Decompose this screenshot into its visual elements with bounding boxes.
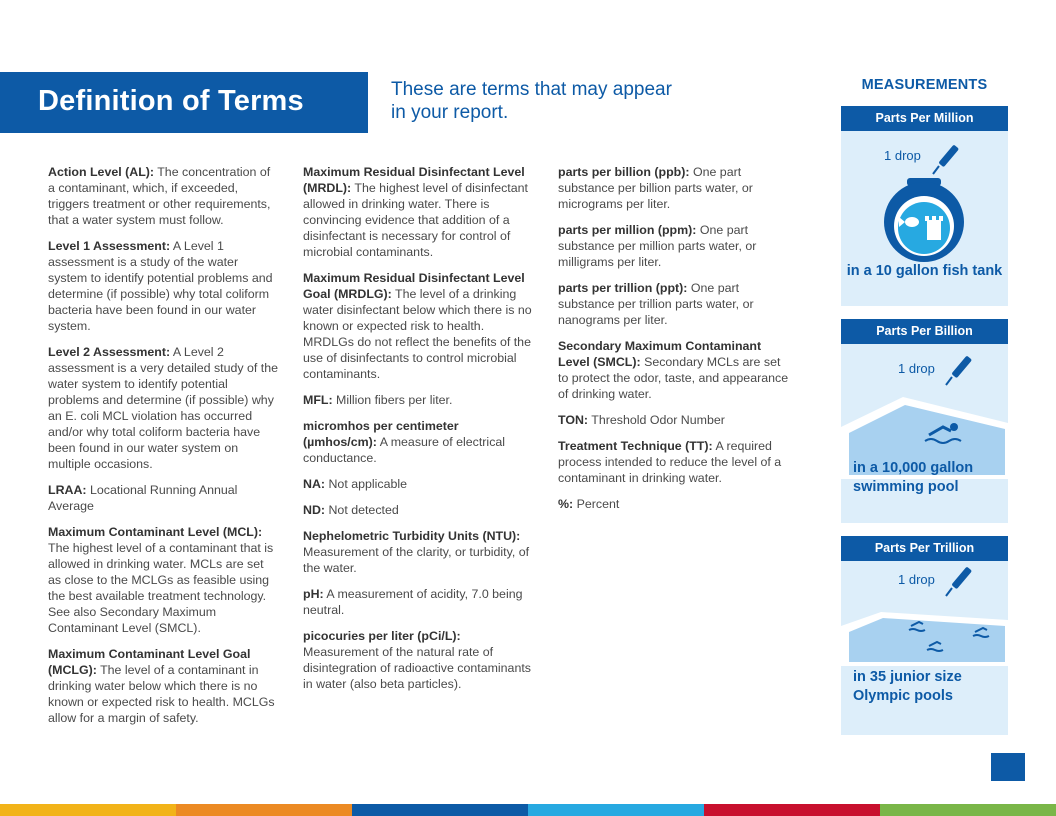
term-title: NA:	[303, 477, 326, 491]
terms-column-1	[48, 164, 280, 736]
term-title: parts per million (ppm):	[558, 223, 697, 237]
term-title: Treatment Technique (TT):	[558, 439, 713, 453]
drop-label: 1 drop	[898, 361, 935, 376]
term-definition: The level of a drinking water disinfectant below which there is no known or expected risk to health. MRDLGs do not reflect the benefits of the use of disinfectants to control microbial contaminants.	[303, 287, 532, 381]
measurements-title: MEASUREMENTS	[861, 77, 988, 93]
term-title: pH:	[303, 587, 324, 601]
panel-caption: in a 10,000 gallon swimming pool	[853, 460, 974, 495]
term-title: Level 2 Assessment:	[48, 345, 171, 359]
term-definition: A Level 2 assessment is a very detailed study of the water system to identify potential problems and determine (if possible) why an E. coli MCL violation has occurred and/or why total coliform bacteria have been found in our water system on multiple occasions.	[48, 345, 279, 471]
term-entry	[303, 418, 535, 466]
term-entry	[48, 524, 280, 636]
term-title: ND:	[303, 503, 326, 517]
term-entry	[48, 344, 280, 472]
term-definition: A required process intended to reduce the level of a contaminant in drinking water.	[558, 439, 782, 485]
term-definition: Threshold Odor Number	[591, 413, 725, 427]
panel-parts-per-trillion	[841, 536, 1008, 735]
term-definition: A measurement of acidity, 7.0 being neutral.	[303, 587, 523, 617]
term-definition: Secondary MCLs are set to protect the odor, taste, and appearance of drinking water.	[558, 355, 789, 401]
term-entry	[48, 238, 280, 334]
dropper-icon	[938, 349, 978, 389]
term-entry	[303, 628, 535, 692]
term-definition: The highest level of a contaminant that is allowed in drinking water. MCLs are set as close to the MCLGs as feasible using the best available treatment technology. See also Secondary Maximum Contaminant Level (SMCL).	[48, 541, 274, 635]
term-entry	[558, 280, 794, 328]
dropper-icon	[938, 560, 978, 600]
term-title: parts per trillion (ppt):	[558, 281, 688, 295]
term-entry	[558, 496, 794, 512]
fishbowl-icon	[879, 176, 969, 262]
term-title: LRAA:	[48, 483, 87, 497]
drop-label: 1 drop	[884, 148, 921, 163]
term-entry	[558, 338, 794, 402]
term-definition: Measurement of the natural rate of disintegration of radioactive contaminants in water (also beta particles).	[303, 645, 531, 691]
panel-caption: in a 10 gallon fish tank	[846, 263, 1003, 279]
term-definition: A Level 1 assessment is a study of the water system to identify potential problems and determine (if possible) why total coliform bacteria have been found in our water system.	[48, 239, 273, 333]
term-entry	[558, 412, 794, 428]
term-entry	[48, 482, 280, 514]
corner-square	[991, 753, 1025, 781]
page-title: Definition of Terms	[38, 85, 304, 117]
term-definition: Locational Running Annual Average	[48, 483, 238, 513]
term-title: Secondary Maximum Contaminant Level (SMCL):	[558, 339, 762, 369]
term-title: Maximum Residual Disinfectant Level (MRDL):	[303, 165, 525, 195]
term-entry	[303, 586, 535, 618]
term-entry	[303, 528, 535, 576]
color-stripe-segment	[176, 804, 352, 816]
term-entry	[558, 222, 794, 270]
term-definition: Million fibers per liter.	[336, 393, 453, 407]
terms-column-2	[303, 164, 535, 702]
term-entry	[303, 502, 535, 518]
term-definition: One part substance per billion parts water, or micrograms per liter.	[558, 165, 753, 211]
term-definition: Not applicable	[328, 477, 408, 491]
dropper-icon	[925, 138, 965, 178]
color-stripe-segment	[0, 804, 176, 816]
term-entry	[303, 164, 535, 260]
term-entry	[558, 438, 794, 486]
term-title: Maximum Residual Disinfectant Level Goal (MRDLG):	[303, 271, 525, 301]
panel-parts-per-million	[841, 106, 1008, 306]
color-stripe-segment	[880, 804, 1056, 816]
term-entry	[303, 476, 535, 492]
term-title: Level 1 Assessment:	[48, 239, 171, 253]
term-title: %:	[558, 497, 574, 511]
term-definition: Not detected	[328, 503, 399, 517]
panel-heading: Parts Per Million	[841, 106, 1008, 131]
page-subtitle: These are terms that may appear in your report.	[391, 79, 672, 123]
term-title: Action Level (AL):	[48, 165, 155, 179]
term-definition: One part substance per trillion parts water, or nanograms per liter.	[558, 281, 754, 327]
term-entry	[558, 164, 794, 212]
panel-heading: Parts Per Trillion	[841, 536, 1008, 561]
term-title: picocuries per liter (pCi/L):	[303, 629, 461, 643]
drop-label: 1 drop	[898, 572, 935, 587]
panel-heading: Parts Per Billion	[841, 319, 1008, 344]
term-definition: Measurement of the clarity, or turbidity, of the water.	[303, 545, 530, 575]
term-title: Nephelometric Turbidity Units (NTU):	[303, 529, 521, 543]
term-definition: A measure of electrical conductance.	[303, 435, 506, 465]
term-definition: One part substance per million parts water, or milligrams per liter.	[558, 223, 757, 269]
term-title: MFL:	[303, 393, 333, 407]
term-title: Maximum Contaminant Level Goal (MCLG):	[48, 647, 251, 677]
panel-caption: in 35 junior size Olympic pools	[853, 669, 962, 704]
term-definition: The concentration of a contaminant, which, if exceeded, triggers treatment or other requirements, that a water system must follow.	[48, 165, 271, 227]
color-stripe-segment	[704, 804, 880, 816]
term-definition: Percent	[576, 497, 620, 511]
term-entry	[303, 392, 535, 408]
term-definition: The highest level of disinfectant allowed in drinking water. There is convincing evidence that addition of a disinfectant is necessary for control of microbial contaminants.	[303, 181, 528, 259]
term-entry	[48, 646, 280, 726]
term-title: Maximum Contaminant Level (MCL):	[48, 525, 263, 539]
title-bar	[0, 72, 368, 133]
term-title: micromhos per centimeter (µmhos/cm):	[303, 419, 459, 449]
olympic-pools-icon	[841, 606, 1008, 666]
panel-parts-per-billion	[841, 319, 1008, 523]
terms-column-3	[558, 164, 794, 522]
term-entry	[303, 270, 535, 382]
term-entry	[48, 164, 280, 228]
term-title: TON:	[558, 413, 589, 427]
term-definition: The level of a contaminant in drinking water below which there is no known or expected risk to health. MCLGs allow for a margin of safety.	[48, 663, 275, 725]
color-stripe-segment	[528, 804, 704, 816]
color-stripe-segment	[352, 804, 528, 816]
term-title: parts per billion (ppb):	[558, 165, 690, 179]
